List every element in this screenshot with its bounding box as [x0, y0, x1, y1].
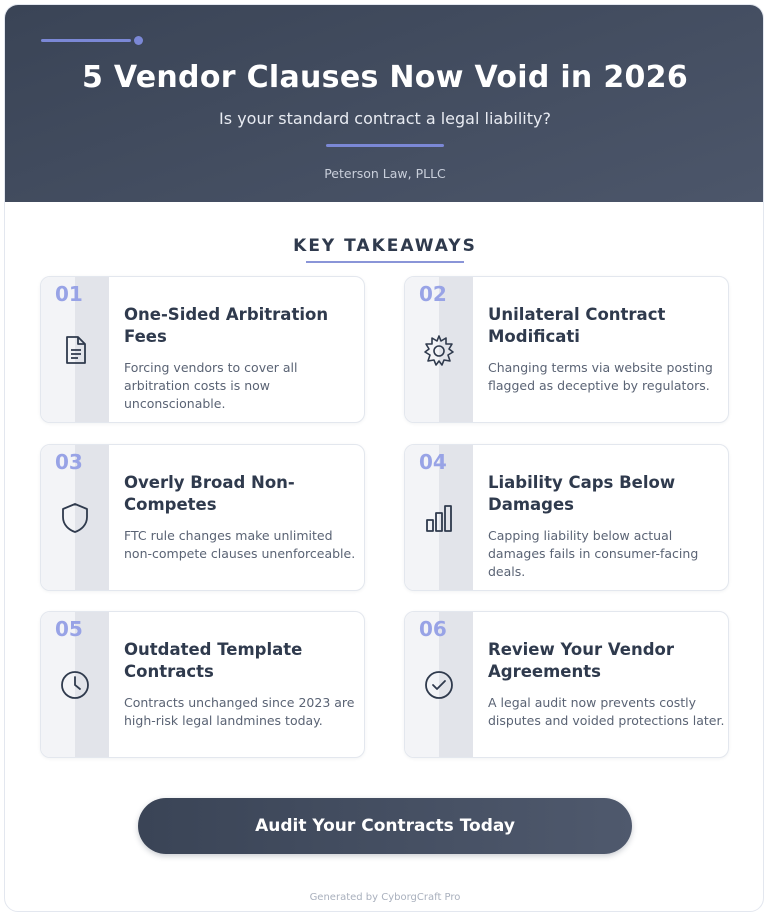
- header-divider: [326, 144, 444, 147]
- audit-contracts-button[interactable]: Audit Your Contracts Today: [138, 798, 632, 854]
- card-title: One-Sided Arbitration Fees: [124, 305, 329, 346]
- infographic-page: [4, 4, 764, 912]
- firm-name: Peterson Law, PLLC: [324, 166, 446, 181]
- takeaway-card-1: [40, 276, 365, 423]
- page-title: 5 Vendor Clauses Now Void in 2026: [81, 60, 689, 95]
- card-number: 06: [419, 617, 447, 641]
- takeaway-card-3: [40, 444, 365, 591]
- card-number: 04: [419, 450, 447, 474]
- card-title: Liability Caps Below Damages: [488, 473, 676, 514]
- card-title: Overly Broad Non-Competes: [124, 473, 295, 514]
- footer-credit: Generated by CyborgCraft Pro: [309, 892, 461, 903]
- takeaway-card-2: [404, 276, 729, 423]
- card-number: 03: [55, 450, 83, 474]
- card-description: Forcing vendors to cover all arbitration costs is now unconscionable.: [124, 360, 298, 411]
- clock-icon: [58, 668, 92, 702]
- check-circle-icon: [422, 668, 456, 702]
- takeaway-card-4: [404, 444, 729, 591]
- card-description: Contracts unchanged since 2023 are high-risk legal landmines today.: [124, 695, 355, 728]
- header-banner: [5, 5, 764, 202]
- card-number: 01: [55, 282, 83, 306]
- section-divider: [306, 261, 464, 263]
- card-number: 05: [55, 617, 83, 641]
- gear-icon: [422, 333, 456, 367]
- document-icon: [58, 333, 92, 367]
- card-description: FTC rule changes make unlimited non-compete clauses unenforceable.: [124, 528, 356, 561]
- card-description: Capping liability below actual damages fails in consumer-facing deals.: [488, 528, 699, 579]
- decorative-dot: [134, 36, 143, 45]
- takeaway-card-6: [404, 611, 729, 758]
- page-subtitle: Is your standard contract a legal liability?: [219, 109, 551, 128]
- takeaway-card-5: [40, 611, 365, 758]
- decorative-line: [41, 39, 131, 42]
- card-description: Changing terms via website posting flagged as deceptive by regulators.: [488, 360, 713, 393]
- card-number: 02: [419, 282, 447, 306]
- shield-icon: [58, 501, 92, 535]
- bar-chart-icon: [422, 501, 456, 535]
- card-title: Unilateral Contract Modificati: [488, 305, 666, 346]
- card-title: Outdated Template Contracts: [124, 640, 303, 681]
- card-description: A legal audit now prevents costly disputes and voided protections later.: [488, 695, 725, 728]
- section-title: KEY TAKEAWAYS: [293, 236, 477, 256]
- card-title: Review Your Vendor Agreements: [488, 640, 674, 681]
